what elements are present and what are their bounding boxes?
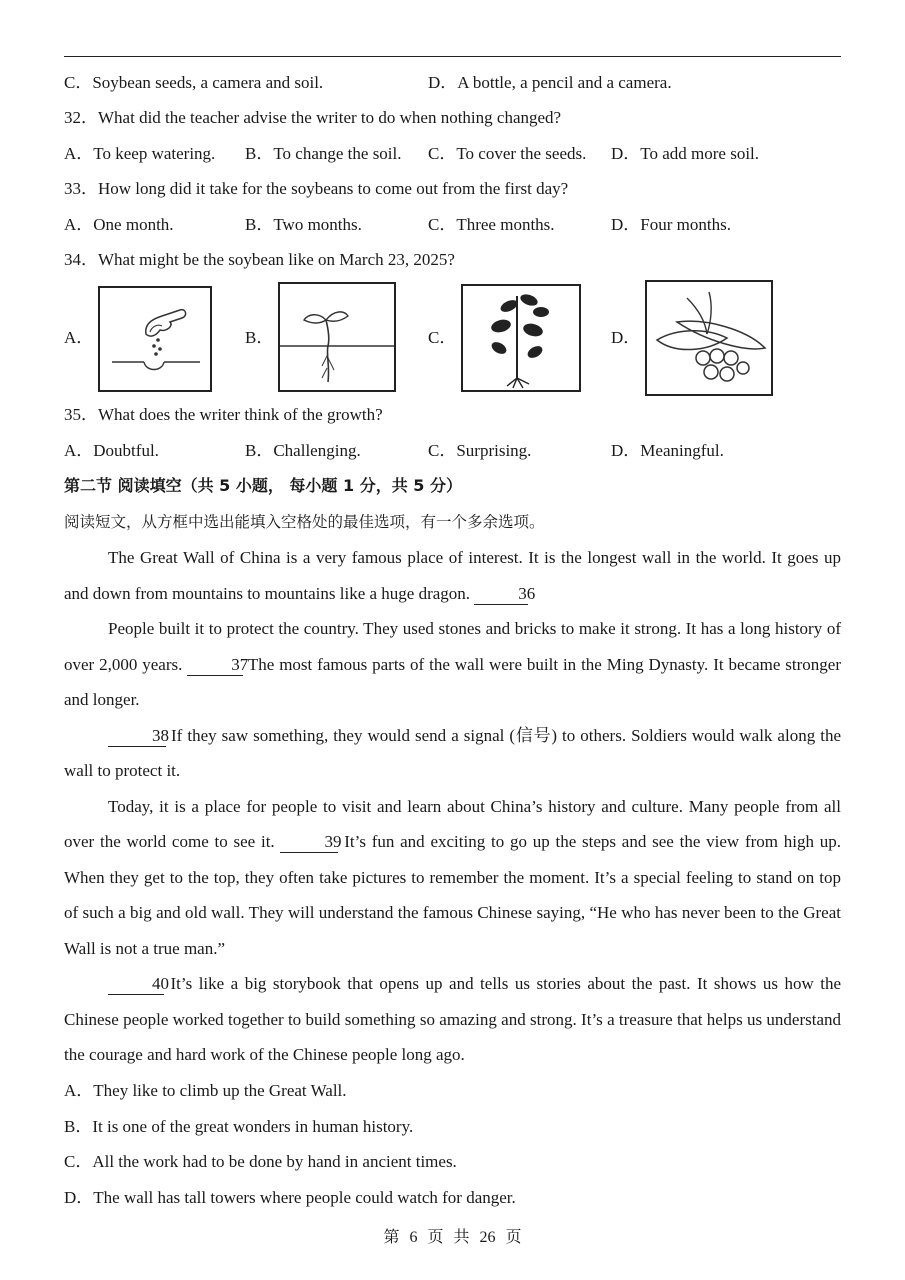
q31-option-c: C．Soybean seeds, a camera and soil. — [64, 73, 324, 92]
q33-question: 33．How long did it take for the soybeans to come out from the first day? — [64, 179, 569, 198]
q34-label-b: B． — [245, 328, 274, 347]
q31-option-d: D．A bottle, a pencil and a camera. — [428, 73, 672, 92]
passage-paragraph-4: Today, it is a place for people to visit and learn about China’s history and culture. Many people from all over the world come to see it. 39 It’s fun and exciting to go up the steps and see the view from high up. When they get to the top, they often take pictures to remember the moment. It’s a special feeling to stand on top of such a big and old wall. They will understand the famous Chinese saying, “He who has never been to the Great Wall is not a true man.” — [64, 796, 841, 958]
q35-option-a: A．Doubtful. — [64, 441, 159, 460]
section2-title: 第二节 阅读填空（共 5 小题， 每小题 1 分，共 5 分） — [64, 476, 462, 495]
planting-seeds-icon — [98, 286, 212, 392]
q34-label-c: C． — [428, 328, 457, 347]
blank-36[interactable]: 36 — [474, 584, 528, 605]
passage-paragraph-2: People built it to protect the country. They used stones and bricks to make it strong. It has a long history of over 2,000 years. 37 The most famous parts of the wall were built in the Ming Dynasty. It became stronger and longer. — [64, 619, 841, 709]
q34-label-d: D． — [611, 328, 641, 347]
blank-40[interactable]: 40 — [108, 974, 164, 995]
q35-option-b: B．Challenging. — [245, 441, 361, 460]
passage-paragraph-3: 38 If they saw something, they would send a signal (信号) to others. Soldiers would walk along the wall to protect it. — [64, 725, 841, 780]
q33-option-b: B．Two months. — [245, 215, 362, 234]
q34-question: 34．What might be the soybean like on March 23, 2025? — [64, 250, 455, 269]
q32-question: 32．What did the teacher advise the writer to do when nothing changed? — [64, 108, 562, 127]
q34-label-a: A． — [64, 328, 94, 347]
q35-option-d: D．Meaningful. — [611, 441, 724, 460]
q32-option-d: D．To add more soil. — [611, 144, 760, 163]
q32-option-b: B．To change the soil. — [245, 144, 402, 163]
page-footer: 第 6 页 共 26 页 — [383, 1229, 522, 1246]
choice-c: C．All the work had to be done by hand in ancient times. — [64, 1152, 457, 1171]
passage — [64, 540, 841, 1073]
q35-option-c: C．Surprising. — [428, 441, 532, 460]
section2-instruction: 阅读短文，从方框中选出能填入空格处的最佳选项，有一个多余选项。 — [64, 513, 545, 531]
choice-d: D．The wall has tall towers where people could watch for danger. — [64, 1188, 516, 1207]
q32-option-c: C．To cover the seeds. — [428, 144, 587, 163]
q32-option-a: A．To keep watering. — [64, 144, 216, 163]
q35-question: 35．What does the writer think of the growth? — [64, 405, 383, 424]
choice-b: B．It is one of the great wonders in human history. — [64, 1117, 414, 1136]
sprout-icon — [278, 282, 396, 392]
q33-option-d: D．Four months. — [611, 215, 731, 234]
q33-option-c: C．Three months. — [428, 215, 555, 234]
passage-paragraph-5: 40 It’s like a big storybook that opens up and tells us stories about the past. It shows us how the Chinese people worked together to build something so amazing and strong. It’s a treasure that helps us understand the courage and hard work of the Chinese people long ago. — [64, 974, 841, 1064]
blank-37[interactable]: 37 — [187, 655, 243, 676]
header-rule — [64, 56, 841, 57]
soybean-pods-icon — [645, 280, 773, 396]
blank-39[interactable]: 39 — [280, 832, 338, 853]
choice-a: A．They like to climb up the Great Wall. — [64, 1081, 347, 1100]
passage-paragraph-1: The Great Wall of China is a very famous place of interest. It is the longest wall in the world. It goes up and down from mountains to mountains like a huge dragon. 36 — [64, 548, 841, 603]
grown-plant-icon — [461, 284, 581, 392]
blank-38[interactable]: 38 — [108, 726, 166, 747]
q33-option-a: A．One month. — [64, 215, 174, 234]
